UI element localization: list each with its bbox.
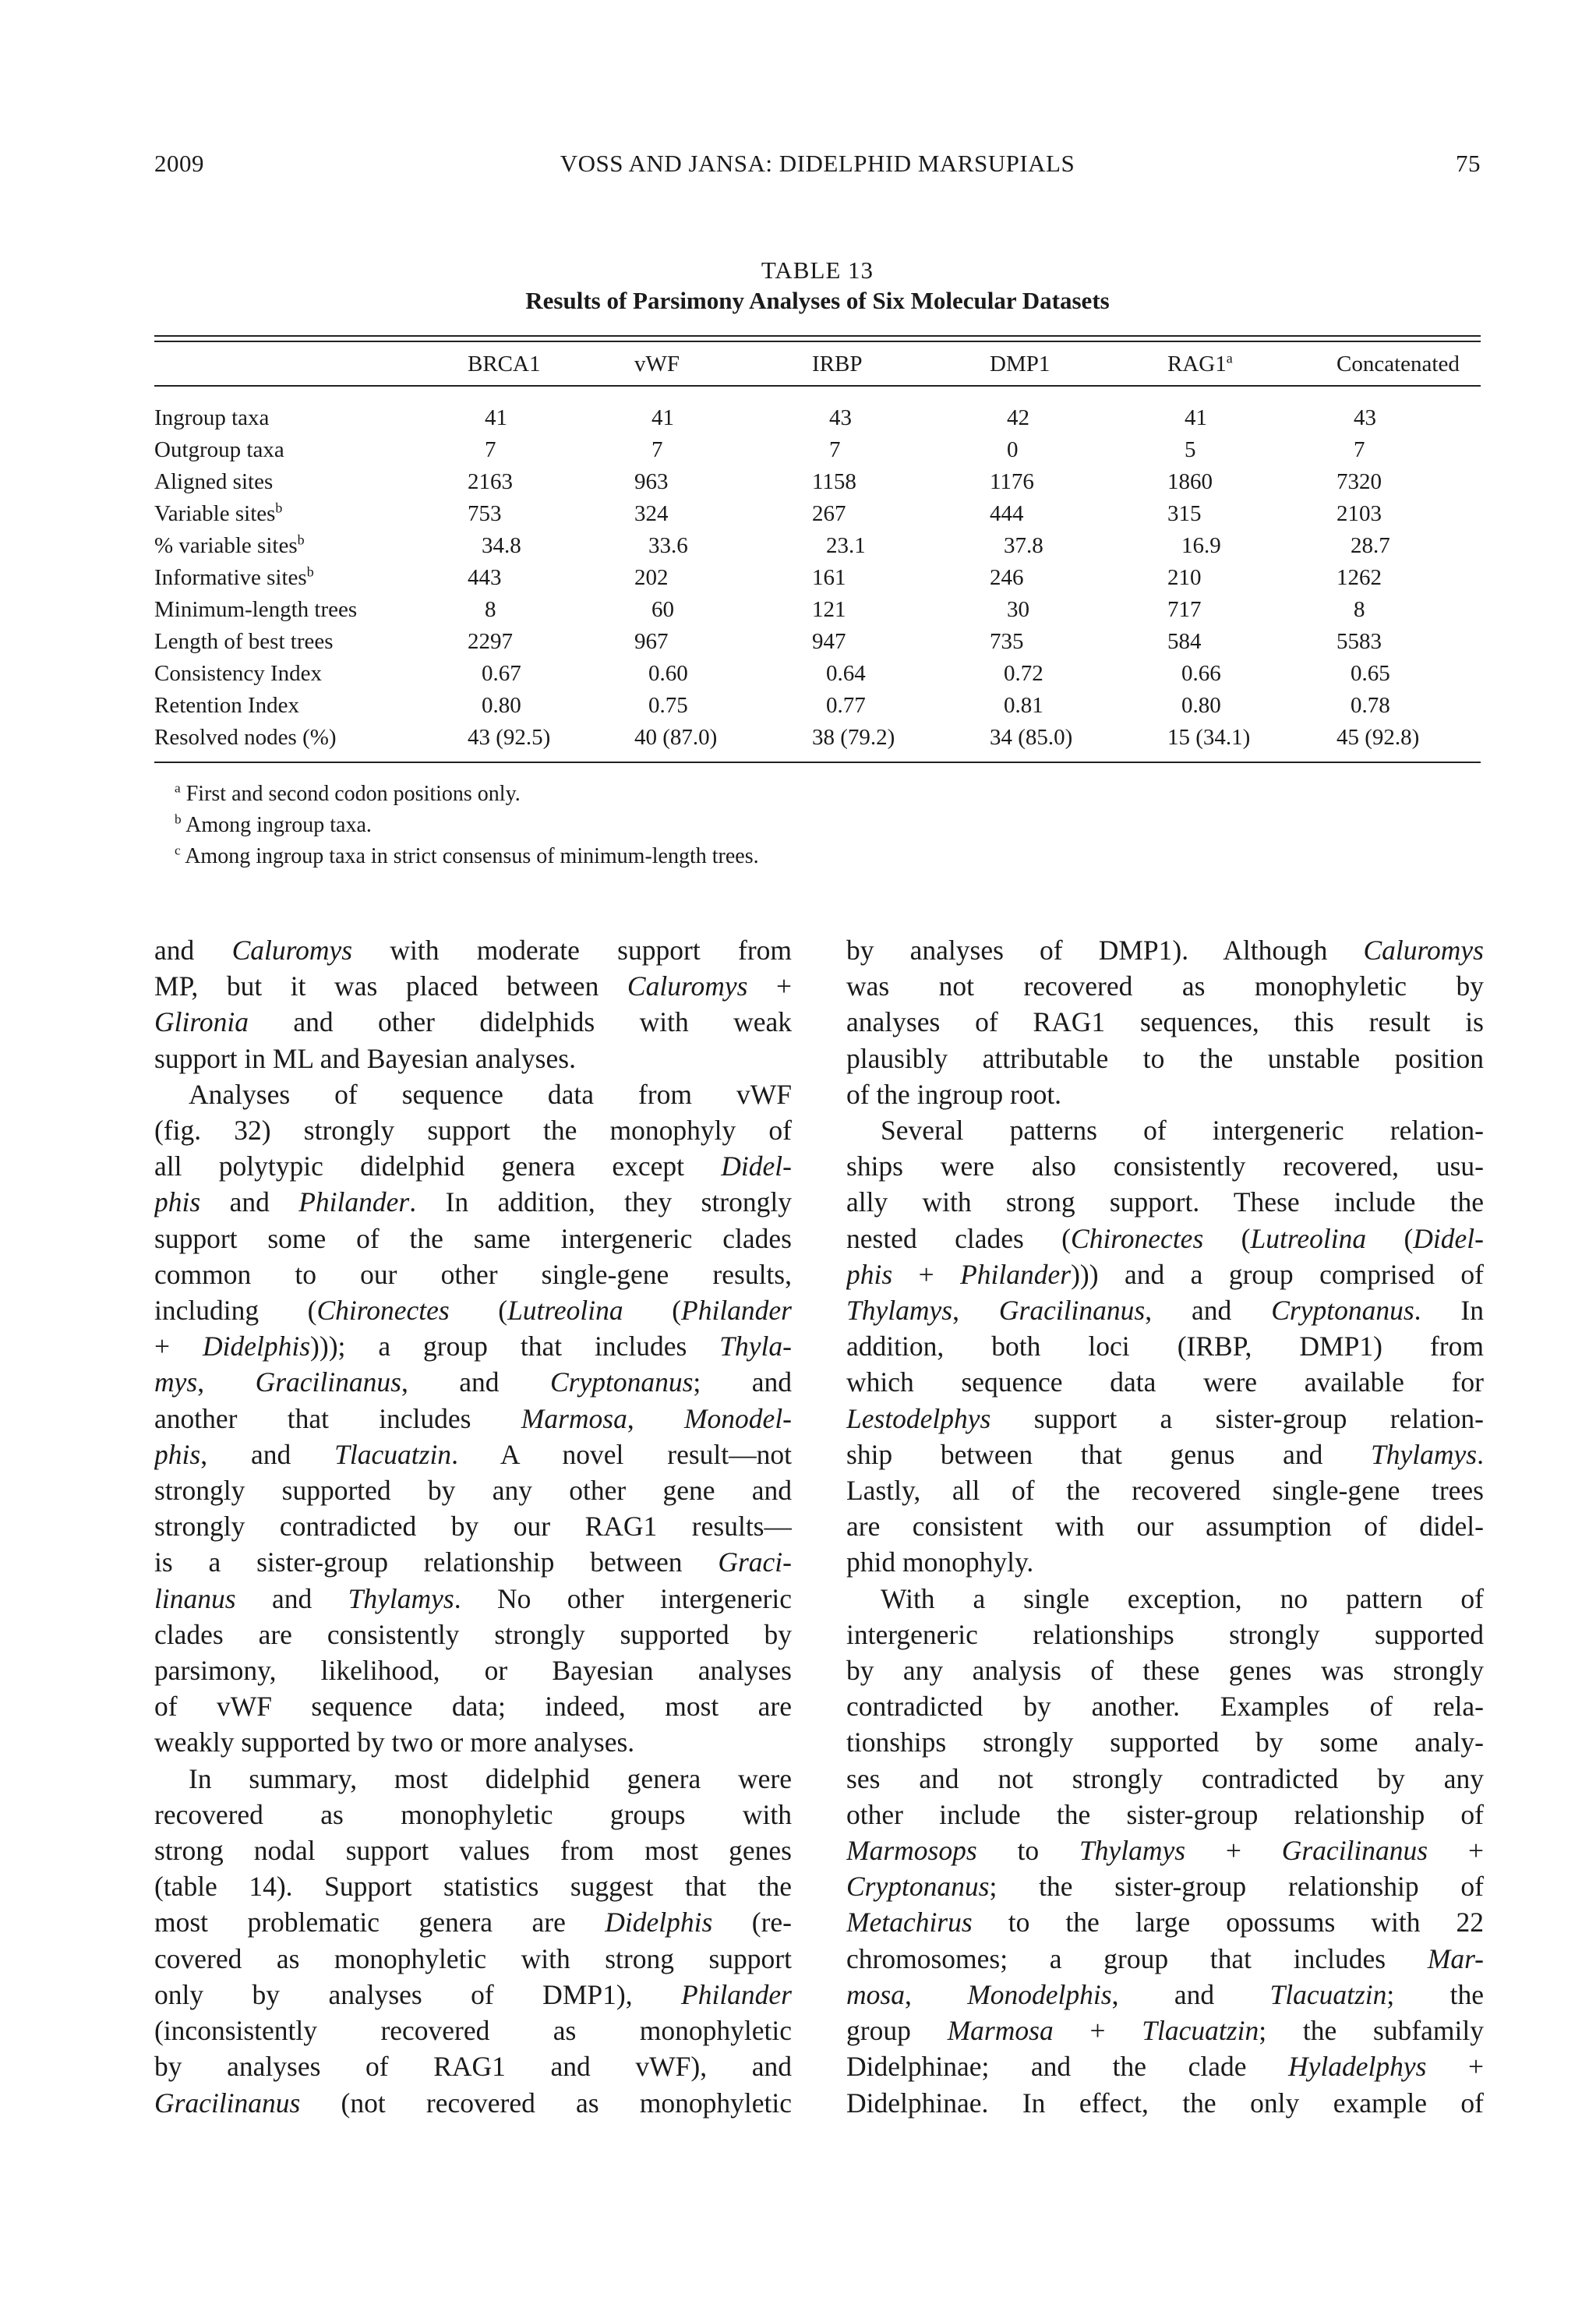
table-cell: 8 <box>485 597 496 622</box>
table-cell: 2297 <box>468 629 513 654</box>
column-header-vwf: vWF <box>634 352 680 376</box>
table-cell: 947 <box>812 629 846 654</box>
table-bottom-rule <box>154 762 1481 763</box>
table-cell: 0.80 <box>1181 693 1221 718</box>
table-cell: 444 <box>990 501 1024 526</box>
table-cell: 33.6 <box>648 533 688 558</box>
table-cell: 1158 <box>812 469 856 494</box>
row-label: Retention Index <box>154 693 300 718</box>
table-cell: 210 <box>1167 565 1202 590</box>
column-header-irbp: IRBP <box>812 352 863 376</box>
table-row <box>154 626 1481 658</box>
results-table <box>154 342 1481 762</box>
row-label: Consistency Index <box>154 661 323 686</box>
body-column-left: and Caluromys with moderate support from MP, but it was placed between Caluromys + Glironia and other didelphids with weak support in ML and Bayesian analyses. Analyses of sequence data from vWF (fig. 32) strongly support the monophyly of all polytypic didelphid genera except Didel- phis and Philander. In addition, they strongly support some of the same intergeneric clades common to our other single-gene results, including (Chironectes (Lutreolina (Philander + Didelphis))); a group that includes Thyla- mys, Gracilinanus, and Cryptonanus; and another that includes Marmosa, Monodel- phis, and Tlacuatzin. A novel result—not strongly supported by any other gene and strongly contradicted by our RAG1 results— is a sister-group relationship between Graci- linanus and Thylamys. No other intergeneric clades are consistently strongly supported by parsimony, likelihood, or Bayesian analyses of vWF sequence data; indeed, most are weakly supported by two or more analyses. In summary, most didelphid genera were recovered as monophyletic groups with strong nodal support values from most genes (table 14). Support statistics suggest that the most problematic genera are Didelphis (re- covered as monophyletic with strong support only by analyses of DMP1), Philander (inconsistently recovered as monophyletic by analyses of RAG1 and vWF), and Gracilinanus (not recovered as monophyletic <box>154 935 792 2119</box>
header-running-title: VOSS AND JANSA: DIDELPHID MARSUPIALS <box>560 150 1075 177</box>
footnote-text: Among ingroup taxa. <box>185 813 372 837</box>
table-cell: 0.77 <box>826 693 866 718</box>
table-row <box>154 498 1481 530</box>
table-label: TABLE 13 <box>761 256 874 284</box>
table-cell: 7 <box>829 437 841 462</box>
table-cell: 0.81 <box>1004 693 1043 718</box>
table-cell: 1860 <box>1167 469 1213 494</box>
table-cell: 161 <box>812 565 846 590</box>
table-cell: 1262 <box>1336 565 1382 590</box>
table-cell: 43 <box>829 405 852 430</box>
table-13 <box>154 256 1481 872</box>
table-cell: 202 <box>634 565 669 590</box>
table-caption: Results of Parsimony Analyses of Six Molecular Datasets <box>525 287 1110 314</box>
table-cell: 315 <box>1167 501 1202 526</box>
table-cell: 2103 <box>1336 501 1382 526</box>
table-cell: 0.67 <box>482 661 521 686</box>
table-cell: 0.75 <box>648 693 688 718</box>
table-cell: 753 <box>468 501 502 526</box>
table-footnote <box>175 779 1481 810</box>
table-cell: 8 <box>1354 597 1365 622</box>
table-cell: 30 <box>1007 597 1029 622</box>
table-row <box>154 594 1481 626</box>
table-cell: 0.60 <box>648 661 688 686</box>
table-cell: 23.1 <box>826 533 866 558</box>
row-label: Minimum-length trees <box>154 597 358 622</box>
row-label: Aligned sites <box>154 469 274 494</box>
table-cell: 2163 <box>468 469 513 494</box>
table-cell: 37.8 <box>1004 533 1043 558</box>
row-label: Ingroup taxa <box>154 405 270 430</box>
table-cell: 0.80 <box>482 693 521 718</box>
column-header-rag1: RAG1$^a$ <box>1167 350 1233 376</box>
table-cell: 43 (92.5) <box>468 725 551 750</box>
footnote-mark: b <box>297 532 305 548</box>
footnote-mark: a <box>175 780 181 796</box>
header-year: 2009 <box>154 150 204 177</box>
footnote-text: Among ingroup taxa in strict consensus of minimum-length trees. <box>185 844 759 868</box>
table-cell: 5583 <box>1336 629 1382 654</box>
table-row <box>154 386 1481 434</box>
table-cell: 41 <box>485 405 507 430</box>
table-cell: 5 <box>1185 437 1196 462</box>
table-cell: 0.78 <box>1351 693 1390 718</box>
table-cell: 34.8 <box>482 533 521 558</box>
table-cell: 0.66 <box>1181 661 1221 686</box>
table-header-row <box>154 342 1481 386</box>
footnote-mark: b <box>306 564 314 580</box>
table-cell: 584 <box>1167 629 1202 654</box>
table-cell: 0.65 <box>1351 661 1390 686</box>
row-label: Length of best trees <box>154 629 334 654</box>
table-cell: 60 <box>651 597 674 622</box>
body-column-right: by analyses of DMP1). Although Caluromys was not recovered as monophyletic by analyses of RAG1 sequences, this result is plausibly attributable to the unstable position of the ingroup root. Several patterns of intergeneric relation- ships were also consistently recovered, usu- ally with strong support. These include the nested clades (Chironectes (Lutreolina (Didel- phis + Philander))) and a group comprised of Thylamys, Gracilinanus, and Cryptonanus. In addition, both loci (IRBP, DMP1) from which sequence data were available for Lestodelphys support a sister-group relation- ship between that genus and Thylamys. Lastly, all of the recovered single-gene trees are consistent with our assumption of didel- phid monophyly. With a single exception, no pattern of intergeneric relationships strongly supported by any analysis of these genes was strongly contradicted by another. Examples of rela- tionships strongly supported by some analy- ses and not strongly contradicted by any other include the sister-group relationship of Marmosops to Thylamys + Gracilinanus + Cryptonanus; the sister-group relationship of Metachirus to the large opossums with 22 chromosomes; a group that includes Mar- mosa, Monodelphis, and Tlacuatzin; the group Marmosa + Tlacuatzin; the subfamily Didelphinae; and the clade Hyladelphys + Didelphinae. In effect, the only example of <box>846 935 1484 2119</box>
table-cell: 121 <box>812 597 846 622</box>
table-cell: 41 <box>651 405 674 430</box>
table-cell: 246 <box>990 565 1024 590</box>
table-cell: 967 <box>634 629 669 654</box>
column-header-concatenated: Concatenated <box>1336 352 1460 376</box>
table-cell: 0.64 <box>826 661 866 686</box>
row-label: Informative sites$^b$ <box>154 564 314 590</box>
footnote-mark: c <box>175 843 181 858</box>
table-cell: 0 <box>1007 437 1019 462</box>
table-cell: 45 (92.8) <box>1336 725 1420 750</box>
table-cell: 40 (87.0) <box>634 725 718 750</box>
row-label: Outgroup taxa <box>154 437 284 462</box>
table-cell: 43 <box>1354 405 1376 430</box>
table-cell: 717 <box>1167 597 1202 622</box>
table-cell: 16.9 <box>1181 533 1221 558</box>
table-row <box>154 722 1481 762</box>
header-page-number: 75 <box>1456 150 1481 177</box>
table-row <box>154 658 1481 690</box>
table-row <box>154 434 1481 466</box>
table-cell: 0.72 <box>1004 661 1043 686</box>
table-cell: 7 <box>1354 437 1365 462</box>
footnote-text: First and second codon positions only. <box>185 782 521 806</box>
column-header-brca1: BRCA1 <box>468 352 541 376</box>
table-cell: 963 <box>634 469 669 494</box>
row-label: Resolved nodes (%) <box>154 725 337 750</box>
table-footnotes <box>154 779 1481 872</box>
table-cell: 28.7 <box>1351 533 1390 558</box>
table-cell: 443 <box>468 565 502 590</box>
table-body <box>154 386 1481 762</box>
table-cell: 7 <box>651 437 663 462</box>
table-row <box>154 466 1481 498</box>
table-cell: 324 <box>634 501 669 526</box>
table-row <box>154 562 1481 594</box>
table-top-rule <box>154 335 1481 342</box>
table-cell: 34 (85.0) <box>990 725 1073 750</box>
table-row <box>154 690 1481 722</box>
footnote-mark: b <box>275 500 283 516</box>
column-header <box>154 342 468 386</box>
column-header-dmp1: DMP1 <box>990 352 1050 376</box>
table-cell: 735 <box>990 629 1024 654</box>
footnote-mark: b <box>175 811 182 827</box>
table-cell: 1176 <box>990 469 1034 494</box>
footnote-mark: a <box>1226 350 1233 366</box>
table-footnote <box>175 810 1481 841</box>
running-header <box>154 150 1481 181</box>
table-footnote <box>175 841 1481 872</box>
table-cell: 41 <box>1185 405 1207 430</box>
table-cell: 7 <box>485 437 496 462</box>
table-row <box>154 530 1481 562</box>
row-label: % variable sites$^b$ <box>154 532 305 558</box>
table-cell: 267 <box>812 501 846 526</box>
row-label: Variable sites$^b$ <box>154 500 283 526</box>
table-cell: 42 <box>1007 405 1029 430</box>
table-cell: 38 (79.2) <box>812 725 895 750</box>
table-cell: 15 (34.1) <box>1167 725 1251 750</box>
table-cell: 7320 <box>1336 469 1382 494</box>
